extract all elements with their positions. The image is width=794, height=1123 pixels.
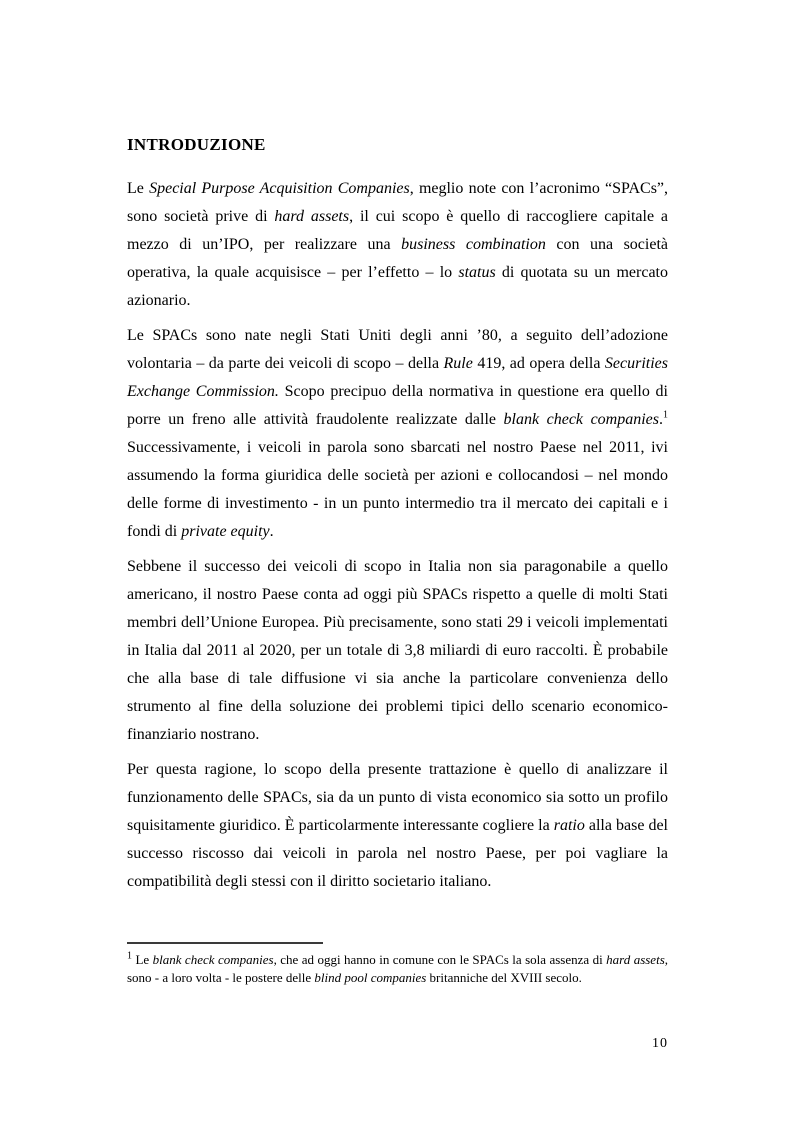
text-run: di quotata su un mercato azionario. <box>127 264 669 309</box>
italic-text-run: blind pool companies <box>314 969 427 985</box>
italic-text-run: blank check companies <box>503 411 659 428</box>
footnote <box>127 942 668 986</box>
text-run: Le <box>132 952 153 967</box>
text-run: Sebbene il successo dei veicoli di scopo in Italia non sia paragonabile a quello americano, il nostro Paese conta ad oggi più SPACs rispetto a quelle di molti Stati membri dell’Unione Europea. Più precisamente, sono stati 29 i veicoli implementati in Italia dal 2011 al 2020, per un totale di 3,8 miliardi di euro raccolti. È probabile che alla base di tale diffusione vi sia anche la particolare convenienza dello strumento al fine della soluzione dei problemi tipici dello scenario economico-finanziario nostrano. <box>127 558 668 743</box>
text-run: 419, ad opera della <box>472 355 605 372</box>
italic-text-run: status <box>458 264 496 281</box>
text-run: Le <box>127 180 150 197</box>
footnote-text <box>127 951 668 986</box>
footnote-reference: 1 <box>663 409 668 421</box>
page-content <box>127 135 668 903</box>
page-title: INTRODUZIONE <box>127 135 266 154</box>
italic-text-run: ratio <box>553 817 585 834</box>
page-number: 10 <box>652 1036 668 1051</box>
paragraph <box>127 553 668 749</box>
body-text <box>127 175 668 896</box>
italic-text-run: hard assets <box>606 952 665 967</box>
italic-text-run: business combination <box>401 236 546 253</box>
text-run: , il cui scopo è quello di raccogliere capitale a mezzo di un’IPO, per realizzare una <box>127 208 669 253</box>
text-run: , che ad oggi hanno in comune con le SPACs la sola assenza di <box>273 952 607 967</box>
italic-text-run: Rule <box>443 355 473 372</box>
paragraph <box>127 175 668 315</box>
italic-text-run: blank check companies <box>152 952 274 967</box>
text-run: . <box>659 411 663 428</box>
text-run: Le SPACs sono nate negli Stati Uniti degli anni ’80, a seguito dell’adozione volontaria – da parte dei veicoli di scopo – della <box>127 327 668 372</box>
italic-text-run: hard assets <box>274 208 350 225</box>
text-run: . <box>269 523 274 540</box>
italic-text-run: Securities Exchange Commission. <box>127 355 668 400</box>
text-run: alla base del successo riscosso dai veicoli in parola nel nostro Paese, per poi vagliare la compatibilità degli stessi con il diritto societario italiano. <box>127 817 668 890</box>
text-run: britanniche del XVIII secolo. <box>426 969 582 985</box>
text-run: con una società operativa, la quale acquisisce – per l’effetto – lo <box>127 236 668 281</box>
paragraph <box>127 756 668 896</box>
italic-text-run: private equity <box>181 523 270 540</box>
text-run: Per questa ragione, lo scopo della presente trattazione è quello di analizzare il funzionamento delle SPACs, sia da un punto di vista economico sia sotto un profilo squisitamente giuridico. È particolarmente interessante cogliere la <box>127 761 668 834</box>
paragraph <box>127 322 668 546</box>
footnote-reference: 1 <box>127 950 132 962</box>
text-run: , meglio note con l’acronimo “SPACs”, sono società prive di <box>127 180 669 225</box>
text-run: Successivamente, i veicoli in parola sono sbarcati nel nostro Paese nel 2011, ivi assumendo la forma giuridica delle società per azioni e collocandosi – nel mondo delle forme di investimento - in un punto intermedio tra il mercato dei capitali e i fondi di <box>127 439 668 540</box>
italic-text-run: Special Purpose Acquisition Companies <box>149 180 410 197</box>
footnote-separator <box>127 942 323 944</box>
text-run: , sono - a loro volta - le postere delle <box>127 952 669 985</box>
text-run: Scopo precipuo della normativa in questione era quello di porre un freno alle attività fraudolente realizzate dalle <box>127 383 669 428</box>
